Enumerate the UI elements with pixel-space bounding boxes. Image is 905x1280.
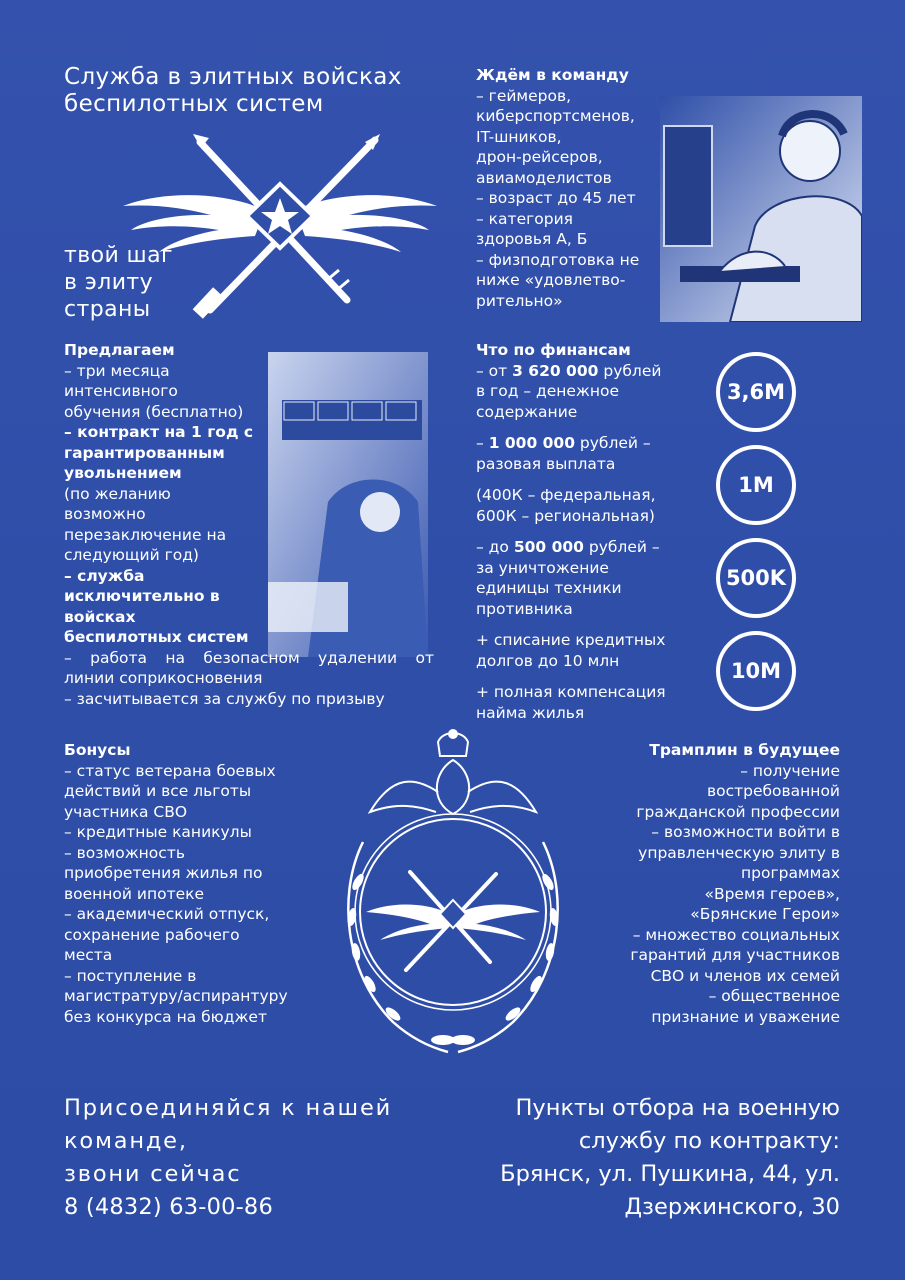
amount: 500 000 [513, 538, 584, 556]
list-item: единицы техники [476, 579, 622, 597]
list-item: программах [741, 864, 840, 882]
list-item: гражданской профессии [636, 802, 840, 821]
list-item: обучения (бесплатно) [64, 402, 244, 421]
list-item [476, 433, 691, 454]
list-item: дрон-рейсеров, [476, 148, 603, 166]
list-item: – засчитывается за службу по призыву [64, 689, 385, 708]
list-item: – статус ветерана боевых [64, 761, 276, 780]
list-item: – служба [64, 566, 145, 585]
list-item: – работа на безопасном удалении от [64, 648, 434, 667]
list-item: + списание кредитных [476, 631, 666, 649]
list-item: содержание [476, 402, 578, 421]
list-item: – контракт на 1 год с [64, 423, 254, 441]
list-item: – получение [740, 761, 840, 780]
list-item: противника [476, 599, 573, 618]
list-item: разовая выплата [476, 454, 616, 473]
offer-block [64, 340, 434, 709]
list-item: возможно [64, 505, 146, 523]
points-line: Пункты отбора на военную [515, 1095, 840, 1121]
phone-number[interactable]: 8 (4832) 63-00-86 [64, 1194, 273, 1220]
list-item: – возможность [64, 843, 185, 862]
list-item [476, 537, 691, 558]
list-item: (по желанию [64, 484, 171, 503]
list-item: – общественное [708, 987, 840, 1005]
list-item: ниже «удовлетво- [476, 271, 626, 289]
tagline-line: в элиту [64, 270, 154, 295]
list-item: действий и все льготы [64, 782, 252, 800]
list-item: найма жилья [476, 703, 585, 722]
list-item: приобретения жилья по [64, 864, 263, 882]
bonus-heading: Бонусы [64, 741, 131, 759]
tagline-line: страны [64, 297, 151, 322]
list-item: гарантий для участников [630, 946, 840, 964]
list-item: – возраст до 45 лет [476, 189, 636, 207]
finance-block [476, 340, 691, 723]
list-item: интенсивного [64, 382, 178, 400]
list-item: линии соприкосновения [64, 669, 263, 687]
list-item: участника СВО [64, 802, 188, 821]
address-line: Дзержинского, 30 [624, 1194, 840, 1220]
list-item: магистратуру/аспирантуру [64, 987, 288, 1005]
list-item: места [64, 946, 113, 964]
list-item: перезаключение на [64, 525, 227, 544]
list-item: – три месяца [64, 361, 170, 380]
list-item: долгов до 10 млн [476, 651, 620, 670]
finance-heading: Что по финансам [476, 341, 631, 359]
list-item: киберспортсменов, [476, 107, 635, 125]
finance-circle-badge: 3,6M [716, 352, 796, 432]
list-item: IT-шников, [476, 127, 562, 146]
offer-heading: Предлагаем [64, 341, 175, 359]
tagline-line: твой шаг [64, 243, 173, 268]
list-item: увольнением [64, 464, 182, 482]
hero-tagline [64, 242, 204, 323]
list-item: здоровья А, Б [476, 230, 588, 248]
points-line: службу по контракту: [578, 1128, 840, 1154]
list-item: 600К – региональная) [476, 506, 655, 525]
list-item: – академический отпуск, [64, 905, 270, 923]
list-item: – возможности войти в [651, 823, 840, 841]
hero-title: Служба в элитных войсках беспилотных систем [64, 64, 402, 117]
recruitment-points [470, 1092, 840, 1224]
list-item: исключительно в [64, 587, 220, 605]
bonus-block [64, 740, 304, 1027]
text: рублей – [583, 538, 660, 556]
wait-heading: Ждём в команду [476, 66, 629, 84]
list-item: сохранение рабочего [64, 925, 240, 944]
join-line: команде, [64, 1128, 188, 1154]
list-item: – категория [476, 209, 573, 228]
amount: 3 620 000 [512, 361, 599, 380]
list-item: гарантированным [64, 443, 225, 462]
list-item [476, 361, 691, 382]
list-item: войсках [64, 607, 136, 626]
list-item: – физподготовка не [476, 250, 640, 269]
text: – [476, 434, 489, 452]
list-item: управленческую элиту в [638, 843, 840, 862]
list-item: военной ипотеке [64, 884, 205, 903]
join-line: Присоединяйся к нашей [64, 1095, 393, 1121]
text: рублей – [574, 434, 651, 452]
list-item: следующий год) [64, 546, 199, 564]
list-item: – геймеров, [476, 86, 572, 105]
list-item: – множество социальных [632, 925, 840, 944]
list-item: без конкурса на бюджет [64, 1007, 267, 1026]
future-heading: Трамплин в будущее [649, 741, 840, 759]
list-item: СВО и членов их семей [650, 966, 840, 985]
finance-circle-badge: 1M [716, 445, 796, 525]
list-item: – кредитные каникулы [64, 823, 252, 841]
list-item: в год – денежное [476, 382, 620, 400]
text: рублей [598, 361, 662, 380]
wait-block [476, 65, 676, 311]
finance-circle-badge: 500K [716, 538, 796, 618]
list-item: «Брянские Герои» [690, 905, 840, 923]
text: – от [476, 361, 513, 380]
future-block [600, 740, 840, 1027]
list-item: + полная компенсация [476, 683, 666, 701]
list-item: за уничтожение [476, 558, 609, 577]
list-item: (400К – федеральная, [476, 486, 656, 504]
list-item: «Время героев», [704, 884, 840, 903]
list-item: признание и уважение [651, 1007, 840, 1026]
list-item: – поступление в [64, 966, 197, 985]
finance-circle-badge: 10M [716, 631, 796, 711]
join-callout [64, 1092, 444, 1224]
join-line: звони сейчас [64, 1161, 242, 1187]
list-item: востребованной [706, 782, 840, 800]
list-item: рительно» [476, 291, 563, 310]
gamer-illustration [660, 96, 862, 322]
text: – до [476, 538, 514, 556]
seal-emblem-icon [318, 722, 588, 1072]
address-line: Брянск, ул. Пушкина, 44, ул. [500, 1161, 840, 1187]
list-item: беспилотных систем [64, 628, 249, 646]
amount: 1 000 000 [488, 434, 575, 452]
list-item: авиамоделистов [476, 168, 612, 187]
